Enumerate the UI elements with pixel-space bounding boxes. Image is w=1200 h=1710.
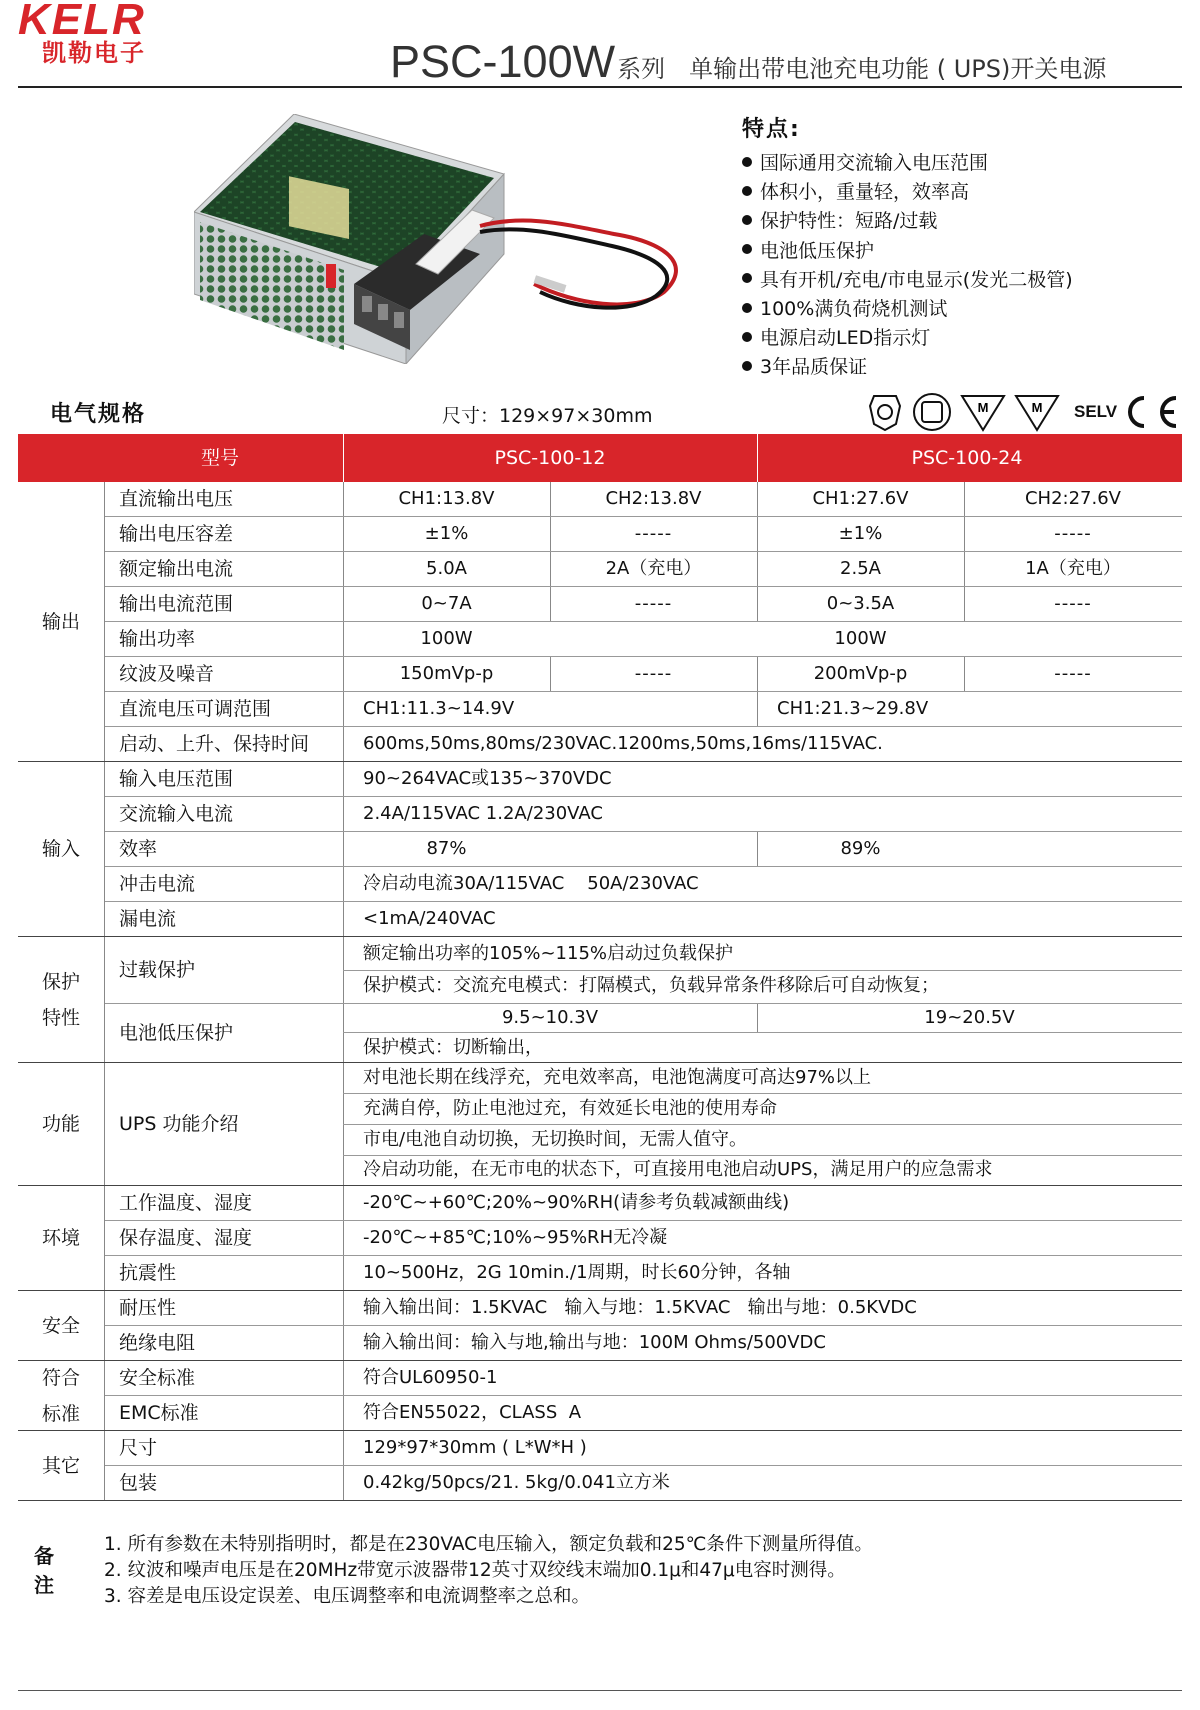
feature-item: 电池低压保护 xyxy=(742,237,1073,266)
param-label: 启动、上升、保持时间 xyxy=(119,733,310,755)
note-item: 1. 所有参数在未特别指明时，都是在230VAC电压输入，额定负载和25℃条件下测量所得值。 xyxy=(104,1534,873,1555)
title-model: PSC-100W xyxy=(390,36,616,87)
param-label: 尺寸 xyxy=(119,1437,158,1459)
cell: 符合EN55022，CLASS A xyxy=(363,1402,582,1423)
table-row xyxy=(105,1256,1182,1290)
table-row xyxy=(105,622,1182,657)
group-function xyxy=(18,1063,1182,1186)
cell: CH1:27.6V xyxy=(812,488,909,509)
param-label: 纹波及噪音 xyxy=(119,663,215,685)
bullet-icon xyxy=(742,361,752,371)
bullet-icon xyxy=(742,303,752,313)
param-label: 冲击电流 xyxy=(119,873,196,895)
param-label: 安全标准 xyxy=(119,1367,196,1389)
cell: 冷启动电流30A/115VAC 50A/230VAC xyxy=(363,873,699,894)
cell: 10~500Hz，2G 10min./1周期，时长60分钟，各轴 xyxy=(363,1262,791,1283)
cell: ----- xyxy=(1054,663,1092,684)
table-row xyxy=(105,902,1182,936)
table-row xyxy=(105,832,1182,867)
cell: 19~20.5V xyxy=(924,1007,1015,1028)
param-label: 直流电压可调范围 xyxy=(119,698,272,720)
param-label: 漏电流 xyxy=(119,908,177,930)
group-standards xyxy=(18,1361,1182,1431)
group-name: 输出 xyxy=(41,610,80,633)
cell: 输入输出间：1.5KVAC 输入与地：1.5KVAC 输出与地：0.5KVDC xyxy=(363,1297,917,1318)
group-name: 输入 xyxy=(41,838,80,860)
cell: 90~264VAC或135~370VDC xyxy=(363,768,612,789)
bullet-icon xyxy=(742,273,752,283)
table-row xyxy=(105,1004,1182,1062)
param-label: UPS 功能介绍 xyxy=(119,1113,239,1135)
m-mark-icon xyxy=(962,396,1004,430)
table-row xyxy=(105,1221,1182,1256)
table-row xyxy=(105,1396,1182,1430)
cell: 2A（充电） xyxy=(605,558,702,579)
cell: 对电池长期在线浮充，充电效率高，电池饱满度可高达97%以上 xyxy=(363,1067,872,1088)
feature-item: 体积小，重量轻，效率高 xyxy=(742,178,1073,207)
selv-mark: SELV xyxy=(1074,402,1118,421)
cell: 9.5~10.3V xyxy=(501,1007,599,1028)
certification-marks xyxy=(866,390,1184,434)
param-label: 效率 xyxy=(119,838,158,860)
note-item: 3. 容差是电压设定误差、电压调整率和电流调整率之总和。 xyxy=(104,1586,591,1607)
cell: CH2:13.8V xyxy=(605,488,702,509)
group-name: 保护 特性 xyxy=(41,970,80,1029)
param-label: 保存温度、湿度 xyxy=(119,1227,253,1249)
table-row xyxy=(105,692,1182,727)
cell: 100W xyxy=(420,628,473,649)
cell: CH1:11.3~14.9V xyxy=(363,698,515,719)
cell: 1A（充电） xyxy=(1025,558,1121,579)
cell: 0~3.5A xyxy=(826,593,895,614)
table-row xyxy=(105,1431,1182,1466)
brand-name-en: KELR xyxy=(18,0,146,44)
feature-item: 电源启动LED指示灯 xyxy=(742,324,1073,353)
table-row xyxy=(105,1361,1182,1396)
cell: 0.42kg/50pcs/21. 5kg/0.041立方米 xyxy=(363,1472,670,1493)
title-description: 单输出带电池充电功能 ( UPS)开关电源 xyxy=(689,55,1107,83)
header-model-label: 型号 xyxy=(200,447,239,469)
note-item: 2. 纹波和噪声电压是在20MHz带宽示波器带12英寸双绞线末端加0.1μ和47μ电容时测得。 xyxy=(104,1560,846,1581)
notes-list xyxy=(104,1532,873,1610)
param-label: 绝缘电阻 xyxy=(119,1332,196,1354)
cell: 保护模式：切断输出， xyxy=(363,1037,543,1058)
table-row xyxy=(105,762,1182,797)
param-label: 输出电压容差 xyxy=(119,523,234,545)
ccc-icon xyxy=(870,396,900,430)
param-label: 工作温度、湿度 xyxy=(119,1192,253,1214)
feature-item: 3年品质保证 xyxy=(742,353,1073,382)
group-input xyxy=(18,762,1182,937)
table-row xyxy=(105,657,1182,692)
cell: ±1% xyxy=(424,523,469,544)
cell: 87% xyxy=(426,838,467,859)
cell: 符合UL60950-1 xyxy=(363,1367,498,1388)
cell: 2.5A xyxy=(840,558,881,579)
cell: ----- xyxy=(634,523,673,544)
table-header xyxy=(18,434,1182,482)
table-row xyxy=(105,1291,1182,1326)
cell: 5.0A xyxy=(426,558,467,579)
bullet-icon xyxy=(742,244,752,254)
cell: -20℃~+85℃;10%~95%RH无冷凝 xyxy=(363,1227,668,1248)
group-name: 安全 xyxy=(41,1314,80,1337)
group-other xyxy=(18,1431,1182,1501)
notes-label: 备注 xyxy=(34,1544,56,1597)
cell: 100W xyxy=(834,628,887,649)
table-row xyxy=(105,1326,1182,1360)
param-label: 额定输出电流 xyxy=(119,558,234,580)
cell: ±1% xyxy=(838,523,883,544)
group-name: 功能 xyxy=(41,1113,80,1135)
size-label: 尺寸：129×97×30mm xyxy=(442,405,653,427)
group-protection xyxy=(18,937,1182,1063)
param-label: 输入电压范围 xyxy=(119,768,234,790)
feature-item: 保护特性：短路/过载 xyxy=(742,207,1073,236)
cell: 2.4A/115VAC 1.2A/230VAC xyxy=(363,803,603,824)
bullet-icon xyxy=(742,215,752,225)
cell: ----- xyxy=(1054,523,1092,544)
group-name: 环境 xyxy=(41,1227,80,1249)
ce-icon xyxy=(1130,398,1176,426)
param-label: 耐压性 xyxy=(119,1297,177,1319)
header-model-1: PSC-100-12 xyxy=(494,447,606,469)
svg-text:M: M xyxy=(977,400,989,415)
feature-item: 具有开机/充电/市电显示(发光二极管) xyxy=(742,266,1073,295)
cell: ----- xyxy=(634,663,673,684)
table-row xyxy=(105,867,1182,902)
group-name: 其它 xyxy=(41,1454,80,1477)
brand-name-cn: 凯勒电子 xyxy=(42,39,146,67)
cell: 0~7A xyxy=(421,593,472,614)
cell: 输入输出间：输入与地,输出与地：100M Ohms/500VDC xyxy=(363,1332,826,1353)
features-list xyxy=(742,149,1073,383)
table-row xyxy=(105,1466,1182,1500)
param-label: 输出功率 xyxy=(119,628,196,650)
param-label: 直流输出电压 xyxy=(119,488,234,510)
product-image xyxy=(194,114,692,364)
group-output xyxy=(18,482,1182,762)
features-section xyxy=(742,112,1073,383)
cell: 冷启动功能，在无市电的状态下，可直接用电池启动UPS，满足用户的应急需求 xyxy=(363,1159,993,1180)
brand-logo xyxy=(18,0,146,66)
cell: 额定输出功率的105%~115%启动过负载保护 xyxy=(363,943,734,964)
cell: ----- xyxy=(634,593,673,614)
svg-text:M: M xyxy=(1031,400,1043,415)
bullet-icon xyxy=(742,332,752,342)
cell: 129*97*30mm ( L*W*H ) xyxy=(363,1437,587,1458)
cell: -20℃~+60℃;20%~90%RH(请参考负载减额曲线) xyxy=(363,1192,790,1213)
table-row xyxy=(105,1186,1182,1221)
spec-table xyxy=(18,434,1182,1501)
title-series: 系列 xyxy=(617,55,666,83)
cell: CH1:13.8V xyxy=(398,488,495,509)
cell: 89% xyxy=(840,838,881,859)
param-label: 抗震性 xyxy=(119,1262,177,1284)
table-row xyxy=(105,552,1182,587)
cell: 150mVp-p xyxy=(399,663,494,684)
table-row xyxy=(105,1063,1182,1185)
param-label: 电池低压保护 xyxy=(119,1022,234,1044)
param-label: 包装 xyxy=(119,1472,158,1494)
group-name: 符合 标准 xyxy=(41,1366,80,1425)
page-title xyxy=(390,36,1106,88)
cell: ----- xyxy=(1054,593,1092,614)
tuv-icon xyxy=(914,394,950,430)
spec-title: 电气规格 xyxy=(50,402,147,427)
cell: CH1:21.3~29.8V xyxy=(777,698,929,719)
table-row xyxy=(105,937,1182,1004)
features-title: 特点: xyxy=(742,117,801,142)
header-model-2: PSC-100-24 xyxy=(911,447,1023,469)
bullet-icon xyxy=(742,157,752,167)
group-safety xyxy=(18,1291,1182,1361)
table-row xyxy=(105,517,1182,552)
table-row xyxy=(105,587,1182,622)
param-label: 交流输入电流 xyxy=(119,803,234,825)
table-row xyxy=(105,482,1182,517)
cell: 600ms,50ms,80ms/230VAC.1200ms,50ms,16ms/115VAC. xyxy=(363,733,883,754)
header-divider xyxy=(18,86,1182,88)
cell: CH2:27.6V xyxy=(1024,488,1121,509)
cell: <1mA/240VAC xyxy=(363,908,496,929)
m-mark-icon-2 xyxy=(1016,396,1058,430)
feature-item: 国际通用交流输入电压范围 xyxy=(742,149,1073,178)
cell: 200mVp-p xyxy=(813,663,908,684)
group-environment xyxy=(18,1186,1182,1291)
footer-divider xyxy=(18,1690,1182,1691)
table-row xyxy=(105,797,1182,832)
cell: 保护模式：交流充电模式：打隔模式，负载异常条件移除后可自动恢复； xyxy=(363,975,939,996)
param-label: 输出电流范围 xyxy=(119,593,234,615)
feature-item: 100%满负荷烧机测试 xyxy=(742,295,1073,324)
cell: 充满自停，防止电池过充，有效延长电池的使用寿命 xyxy=(363,1098,777,1119)
bullet-icon xyxy=(742,186,752,196)
param-label: EMC标准 xyxy=(119,1402,199,1424)
table-row xyxy=(105,727,1182,761)
param-label: 过载保护 xyxy=(119,959,196,981)
cell: 市电/电池自动切换，无切换时间，无需人值守。 xyxy=(363,1129,748,1150)
